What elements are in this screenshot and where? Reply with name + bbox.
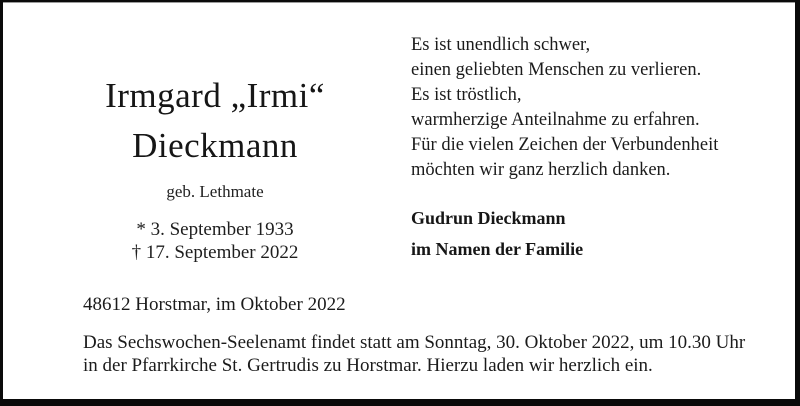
notice-inner-border — [3, 2, 795, 399]
condolence-text — [411, 33, 771, 183]
deceased-name-line2: Dieckmann — [132, 126, 298, 165]
service-line: Das Sechswochen-Seelenamt findet statt am Sonntag, 30. Oktober 2022, um 10.30 Uhr — [83, 332, 746, 353]
condolence-line: Es ist unendlich schwer, — [411, 35, 591, 55]
condolence-line: Für die vielen Zeichen der Verbundenheit — [411, 135, 719, 155]
service-announcement — [83, 331, 763, 377]
condolence-line: warmherzige Anteilnahme zu erfahren. — [411, 110, 700, 130]
birth-date: * 3. September 1933 — [136, 219, 294, 240]
deceased-name-line1: Irmgard „Irmi“ — [105, 76, 325, 115]
maiden-name: geb. Lethmate — [166, 182, 264, 201]
condolence-line: möchten wir ganz herzlich danken. — [411, 160, 671, 180]
deceased-block — [55, 71, 375, 264]
death-date: † 17. September 2022 — [131, 242, 299, 263]
place-and-date: 48612 Horstmar, im Oktober 2022 — [83, 294, 346, 315]
life-dates — [55, 218, 375, 264]
condolence-line: einen geliebten Menschen zu verlieren. — [411, 60, 702, 80]
mourner-name: Gudrun Dieckmann — [411, 208, 566, 228]
mourners-block — [411, 208, 711, 260]
condolence-line: Es ist tröstlich, — [411, 85, 522, 105]
service-line: in der Pfarrkirche St. Gertrudis zu Horstmar. Hierzu laden wir herzlich ein. — [83, 355, 653, 376]
deceased-name — [55, 71, 375, 171]
on-behalf-of-family: im Namen der Familie — [411, 239, 584, 259]
